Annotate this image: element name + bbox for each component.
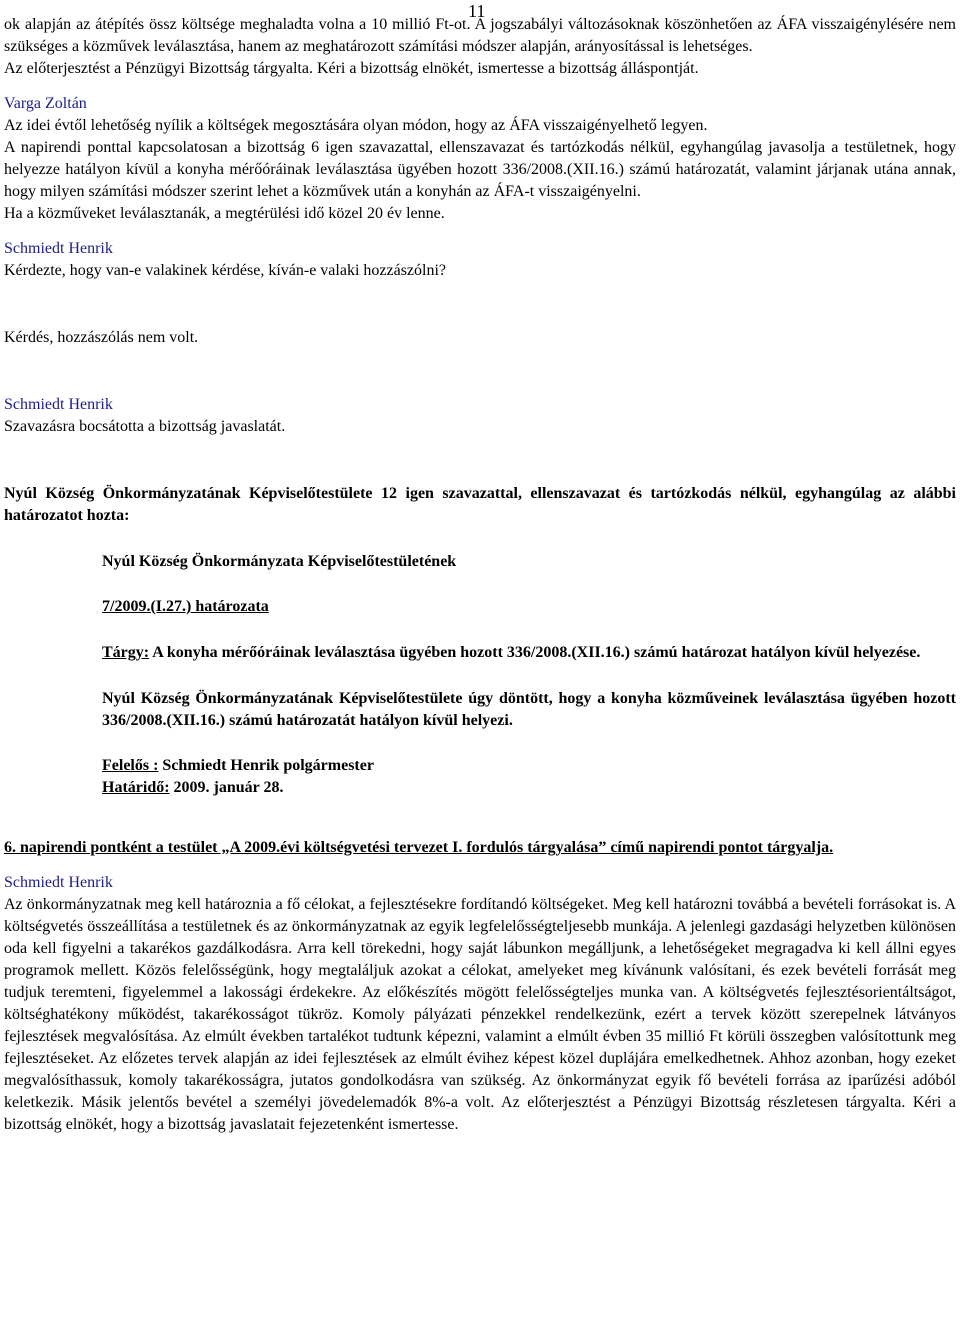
- paragraph: Az idei évtől lehetőség nyílik a költségek megosztására olyan módon, hogy az ÁFA visszaigényelhető legyen.: [4, 117, 708, 134]
- resolution-title: Nyúl Község Önkormányzata Képviselőtestületének: [102, 553, 457, 570]
- paragraph: ok alapján az átépítés össz költsége meghaladta volna a 10 millió Ft-ot. A jogszabályi változásoknak köszönhetően az ÁFA visszaigénylésére nem szükséges a közművek leválasztása, hanem az meghatározott számítási módszer alapján, arányosítással is lehetséges.: [4, 16, 956, 55]
- resolution-subject: [102, 642, 956, 664]
- speaker-name: Varga Zoltán: [4, 95, 87, 112]
- responsible-line: [102, 755, 956, 777]
- speaker-name: Schmiedt Henrik: [4, 396, 113, 413]
- agenda-item-heading: 6. napirendi pontként a testület „A 2009.évi költségvetési tervezet I. fordulós tárgyalása” című napirendi pontot tárgyalja.: [4, 839, 834, 856]
- subject-text: A konyha mérőóráinak leválasztása ügyében hozott 336/2008.(XII.16.) számú határozat hatályon kívül helyezése.: [149, 644, 921, 661]
- paragraph: Az előterjesztést a Pénzügyi Bizottság tárgyalta. Kéri a bizottság elnökét, ismertesse a bizottság álláspontját.: [4, 60, 699, 77]
- resolution-decision: Nyúl Község Önkormányzatának Képviselőtestülete úgy döntött, hogy a konyha közműveinek leválasztása ügyében hozott 336/2008.(XII.16.) számú határozatát hatályon kívül helyezi.: [102, 690, 956, 729]
- paragraph: Ha a közműveket leválasztanák, a megtérülési idő közel 20 év lenne.: [4, 205, 445, 222]
- deadline-line: [102, 777, 956, 799]
- responsible-text: Schmiedt Henrik polgármester: [158, 757, 374, 774]
- deadline-label: Határidő:: [102, 779, 170, 796]
- speaker-name: Schmiedt Henrik: [4, 874, 113, 891]
- page-number: 11: [468, 1, 486, 21]
- paragraph: Az önkormányzatnak meg kell határoznia a fő célokat, a fejlesztésekre fordítandó költségeket. Meg kell határozni továbbá a bevételi forrásokat is. A költségvetés összeállítása a testületnek és az önkormányzatnak az egyik legfelelősségteljesebb munkája. A jelenlegi gazdasági helyzetben különösen oda kell figyelni a takarékos gazdálkodásra. Arra kell törekedni, hogy saját lábunkon megálljunk, a lehetőségeket megragadva ki kell állni egyes programok mellett. Közös felelősségünk, hogy megtaláljuk azokat a célokat, amelyeket meg kívánunk valósítani, és ezek bevételi forrását meg tudjuk teremteni, figyelemmel a lakossági érdekekre. Az előkészítés mögött felelősségteljes munka van. A költségvetés fejlesztésorientáltságot, költséghatékony működést, takarékosságot tükröz. Komoly pályázati pénzekkel rendelkezünk, ezért a tervek között szerepelnek látványos fejlesztések megvalósítása. Az elmúlt években tartalékot tudtunk képezni, valamint a elmúlt évben 35 millió Ft körüli összegben valósítottunk meg fejlesztéseket. Az előzetes tervek alapján az idei fejlesztések az elmúlt évihez képest közel duplájára emelkedhetnek. Ahhoz azonban, hogy ezeket megvalósíthassuk, komoly takarékosságra, jutatos gondolkodásra van szükség. Az önkormányzat egyik fő bevételi forrása az iparűzési adóból keletkezik. Másik jelentős bevétel a személyi jövedelemadók 8%-a volt. Az előterjesztést a Pénzügyi Bizottság részletesen tárgyalta. Kéri a bizottság elnökét, hogy a bizottság javaslatait fejezetenként ismertesse.: [4, 896, 956, 1133]
- document-body: [4, 14, 956, 1136]
- speaker-name: Schmiedt Henrik: [4, 240, 113, 257]
- paragraph: A napirendi ponttal kapcsolatosan a bizottság 6 igen szavazattal, ellenszavazat és tartózkodás nélkül, egyhangúlag javasolja a testületnek, hogy helyezze hatályon kívül a konyha mérőóráinak leválasztása ügyében hozott 336/2008.(XII.16.) számú határozatát, valamint járjanak utána annak, hogy milyen számítási módszer szerint lehet a közművek után a konyhán az ÁFA-t visszaigényelni.: [4, 139, 956, 200]
- paragraph: Kérdezte, hogy van-e valakinek kérdése, kíván-e valaki hozzászólni?: [4, 262, 447, 279]
- subject-label: Tárgy:: [102, 644, 150, 661]
- responsible-label: Felelős :: [102, 757, 159, 774]
- resolution-number: 7/2009.(I.27.) határozata: [102, 598, 269, 615]
- paragraph: Kérdés, hozzászólás nem volt.: [4, 329, 199, 346]
- vote-result: Nyúl Község Önkormányzatának Képviselőtestülete 12 igen szavazattal, ellenszavazat és tartózkodás nélkül, egyhangúlag az alábbi határozatot hozta:: [4, 485, 956, 524]
- paragraph: Szavazásra bocsátotta a bizottság javaslatát.: [4, 418, 286, 435]
- deadline-text: 2009. január 28.: [169, 779, 284, 796]
